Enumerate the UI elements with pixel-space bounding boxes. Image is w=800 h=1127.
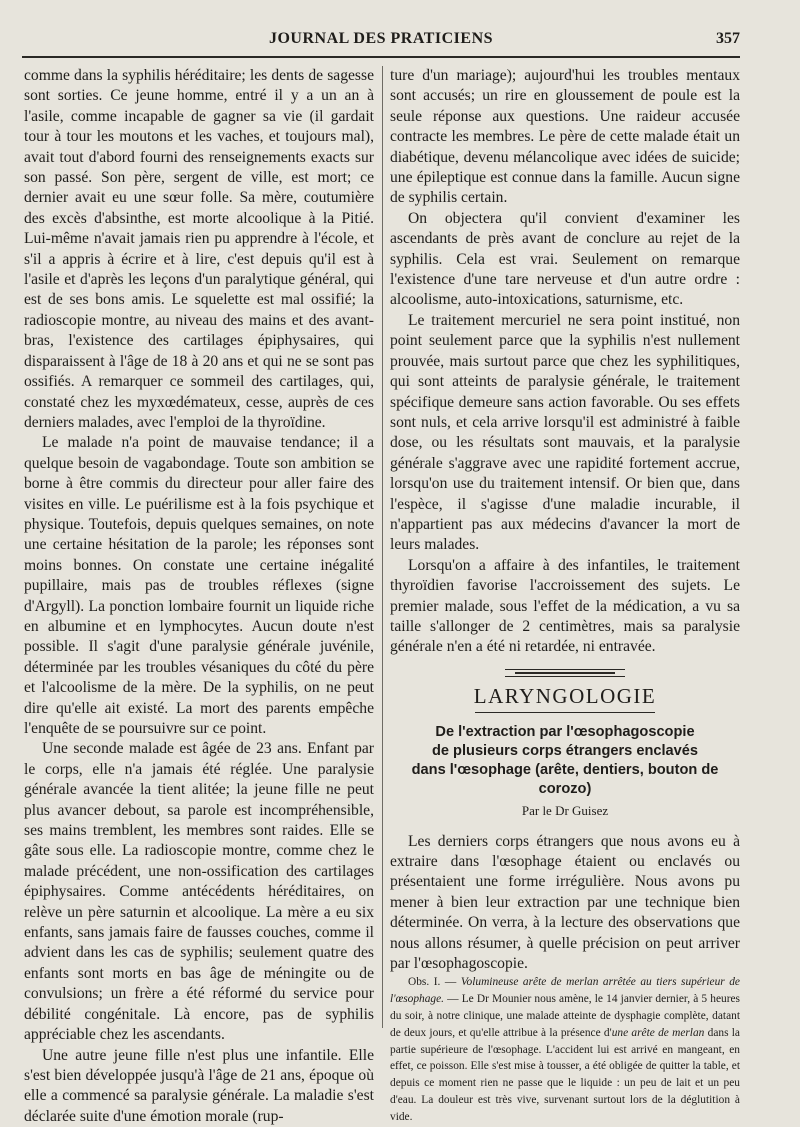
journal-title: JOURNAL DES PRATICIENS (22, 30, 740, 48)
left-column (24, 66, 374, 1127)
observation-label: Obs. I. — (408, 976, 456, 988)
right-column (390, 66, 740, 1126)
paragraph: On objectera qu'il convient d'examiner les ascendants de près avant de conclure au rejet de la syphilis. Cela est vrai. Seulement on remarque l'existence d'une tare nerveuse et d'un autre ordre : alcoolisme, auto-intoxications, saturnisme, etc. (390, 209, 740, 311)
page-number: 357 (716, 30, 740, 48)
section-rule (475, 712, 655, 713)
article-byline: Par le Dr Guisez (390, 801, 740, 821)
article-title-line: De l'extraction par l'œsophagoscopie (390, 723, 740, 742)
paragraph: Les derniers corps étrangers que nous avons eu à extraire dans l'œsophage étaient ou enclavés ou présentaient une forme irrégulière. Nous avons pu mener à bien leur extraction par une technique bien déterminée. On verra, à la lecture des observations que nous allons résumer, à quelle précision on peut arriver par l'œsophagoscopie. (390, 832, 740, 975)
observation-text: — Le Dr Mounier nous amène, le 14 janvier dernier, à 5 heures du soir, à notre clinique, une malade atteinte de dysphagie complète, datant de deux jours, et qu'elle attribue à la présence d' (390, 993, 740, 1039)
observation-text: dans la partie supérieure de l'œsophage. L'accident lui est arrivé en mangeant, en effet, ce poisson. Elle s'est mise à tousser, a été obligée de quitter la table, et depuis ce moment rien ne passe que le liquide : un peu de lait et un peu d'eau. La douleur est très vive, survenant surtout lors de la déglutition à vide. (390, 1027, 740, 1123)
paragraph: comme dans la syphilis héréditaire; les dents de sagesse sont sorties. Ce jeune homme, entré il y a un an à l'asile, comme incapable de gagner sa vie (il gardait tour à tour les moutons et les vaches, et toujours mal), avait tout d'abord fourni des renseignements exacts sur son passé. Son père, sergent de ville, est mort; ce dernier avait eu une sœur folle. Sa mère, coutumière des excès d'absinthe, est morte alcoolique à la Pitié. Lui-même n'avait jamais rien pu apprendre à l'école, et s'il a appris à écrire et à lire, c'est depuis qu'il est à l'asile et d'après les leçons d'un paralytique général, qui est de ses bons amis. Le squelette est mal ossifié; la radioscopie montre, au niveau des mains et des avant-bras, l'existence des cartilages épiphysaires, qui disparaissent à l'âge de 18 à 20 ans et qui ne se sont pas ossifiés. A remarquer ce sommeil des cartilages, qui, constaté chez les myxœdémateux, cesse, auprès de ces derniers malades, avec l'emploi de la thyroïdine. (24, 66, 374, 433)
column-divider (382, 66, 383, 1028)
article-title-line: dans l'œsophage (arête, dentiers, bouton de corozo) (390, 761, 740, 799)
observation-title: Volumineuse arête de merlan arrêtée au tiers supérieur de l'œsophage. (390, 976, 740, 1005)
section-ornament (505, 668, 625, 678)
section-title: LARYNGOLOGIE (390, 686, 740, 706)
article-title (390, 723, 740, 799)
running-header (22, 30, 740, 52)
observation-italic: une arête de merlan (612, 1027, 705, 1039)
paragraph: Le malade n'a point de mauvaise tendance; il a quelque besoin de vagabondage. Toute son ambition se borne à être commis du directeur pour aller faire des visites en ville. Le puérilisme est à la fois psychique et physique. Toutefois, depuis quelques semaines, on note une certaine hésitation de la parole; les réponses sont moins bonnes. On constate une certaine inégalité pupillaire, mais pas de troubles réflexes (signe d'Argyll). La ponction lombaire fournit un liquide riche en albumine et en lymphocytes. Aucun doute n'est possible. Il s'agit d'une paralysie générale juvénile, déterminée par les troubles vésaniques du côté du père et l'alcoolisme de la mère. De la syphilis, on ne peut dire qu'elle ait existé. La mort des parents empêche l'enquête de se poursuivre sur ce point. (24, 433, 374, 739)
paragraph: ture d'un mariage); aujourd'hui les troubles mentaux sont accusés; un rire en gloussement de poule est la seule réponse aux questions. Une raideur accusée contracte les membres. Le père de cette malade était un diabétique, devenu mélancolique avec idées de suicide; une épileptique est connue dans la famille. Aucun signe de syphilis certain. (390, 66, 740, 209)
article-title-line: de plusieurs corps étrangers enclavés (390, 742, 740, 761)
paragraph: Une autre jeune fille n'est plus une infantile. Elle s'est bien développée jusqu'à l'âge de 21 ans, époque où elle a commencé sa paralysie générale. La maladie s'est déclarée suite d'une émotion morale (rup- (24, 1046, 374, 1127)
header-rule (22, 56, 740, 58)
paragraph: Lorsqu'on a affaire à des infantiles, le traitement thyroïdien favorise l'accroissement des sujets. Le premier malade, sous l'effet de la médication, a vu sa taille s'allonger de 2 centimètres, mais sa paralysie générale n'en a été ni retardée, ni entravée. (390, 556, 740, 658)
paragraph: Le traitement mercuriel ne sera point institué, non point seulement parce que la syphilis n'est nullement prouvée, mais surtout parce que chez les syphilitiques, qui sont atteints de paralysie générale, le traitement spécifique demeure sans action favorable. Ou ses effets sont nuls, et cela arrive lorsqu'il est administré à faible dose, ou les résultats sont mauvais, et la paralysie générale s'aggrave avec une rapidité fortement accrue, lorsqu'on use du traitement intensif. Or bien que, dans l'espèce, il s'agisse d'une maladie incurable, il n'appartient pas aux médecins d'avancer la mort de leurs malades. (390, 311, 740, 556)
observation-note (390, 974, 740, 1125)
paragraph: Une seconde malade est âgée de 23 ans. Enfant par le corps, elle n'a jamais été réglée. Une paralysie générale avancée la tient alitée; la jeune fille ne peut plus avancer debout, sa parole est incompréhensible, ses mains tremblent, les membres sont raides. Elle se gâte sous elle. La radioscopie montre, comme chez le malade précédent, une non-ossification des cartilages épiphysaires. Comme antécédents héréditaires, on relève un père saturnin et alcoolique. La mère a eu six enfants, sans jamais faire de fausses couches, comme il advient dans les cas de syphilis; seulement quatre des enfants sont morts en bas âge de méningite ou de convulsions; un frère a été réformé du service pour débilité congénitale. Là encore, pas de syphilis appréciable chez les ascendants. (24, 739, 374, 1045)
